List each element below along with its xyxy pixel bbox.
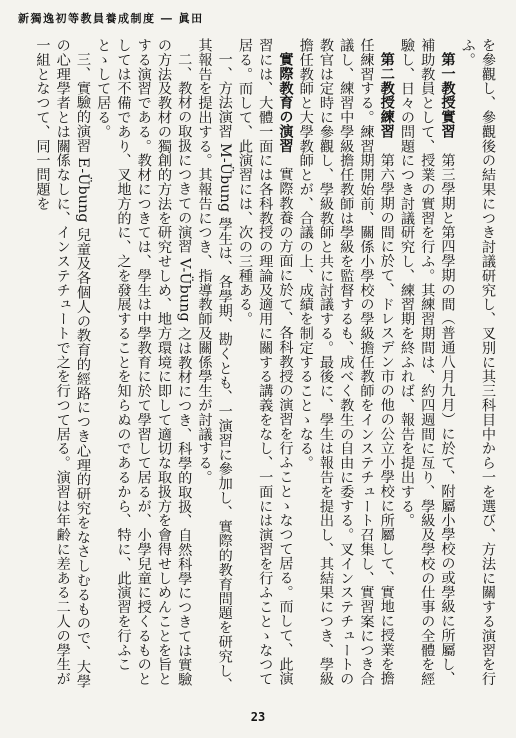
paragraph-text: 第六學期の間に於て、ドレスデン市の他の公立小學校に所屬して、實地に授業を擔任練習する。練習期開始前、關係小學校の學級擔任教師をインステチュート召集し、實習案につき合議し、練習中學級擔任教師は學級を監督するも、成べく教生の自由に委する。叉インステチュートの教官は定時に參觀し、學級教師と共に討議する。最後に、學生は報告を提出し、其結果につき、學級擔任教師と大學教師とが、合議の上、成績を制定することゝなる。 [297,38,395,686]
paragraph-text: 實際教養の方面に於て、各科教授の演習を行ふことゝなつて居る。而して、此演習には、大體一面には各科教授の理論及適用に關する講義をなし、一面には演習を行ふことゝなつて居る。而して、此演習には、次の三種ある。 [237,38,294,686]
paragraph-text: 二、教材の取扱につきての演習 V-Übung 之は教材につき、科學的取扱、自然科學につきては實驗の方法及教材の獨創的方法を研究せしめ、地方環境に即して適切な取扱方を會得せしめんことを旨とする演習である。教材につきては、學生は中學教育に於て學習して居るが、小學兒童に授くるものとしては不備であり、叉地方的に、之を發展することを知らぬのであるから、特に、此演習を行ふことゝして居る。 [95,38,193,687]
paragraph [458,38,499,700]
paragraph [397,38,458,700]
page-number: 23 [250,710,266,724]
section-heading: 實際教育の演習 [277,52,294,153]
paragraph [296,38,397,700]
paragraph-text: を參觀し、參觀後の結果につき討議研究し、叉別に其三科目中から一を選び、方法に關する演習を行ふ。 [459,38,496,686]
running-head: 新獨逸初等教員養成制度 ― 眞田 [18,12,204,25]
paragraph [32,38,93,700]
body-text [12,38,498,700]
paragraph-text: 三、實驗的演習 E-Übung 兒童及各個人の教育的經路につき心理的研究をなさしむるもので、大學の心理學者とは關係なしに、インステチュートで之を行つて居る。演習は年齢に差ある二人の學生が一組となつて、同一問題を [34,38,91,689]
paragraph [235,38,296,700]
section-heading: 第二教授練習 [378,52,395,139]
paragraph-text: 第三學期と第四學期の間（普通八月九月）に於て、附屬小學校の或學級に所屬し、補助教員として、授業の實習を行ふ。其練習期間は、約四週間に亙り、學級及學校の仕事の全體を經驗し、日々の問題につき討議研究し、練習期を終ふれば、報告を提出する。 [399,38,456,686]
paragraph [93,38,194,700]
paragraph-text: 一、方法演習 M-Übung 學生は、各學期、勘くとも、一演習に參加し、實際的教育問題を研究し、其報告を提出する。其報告につき、指導教師及關係學生が討議する。 [196,38,233,693]
paragraph [194,38,235,700]
section-heading: 第一教授實習 [439,52,456,139]
